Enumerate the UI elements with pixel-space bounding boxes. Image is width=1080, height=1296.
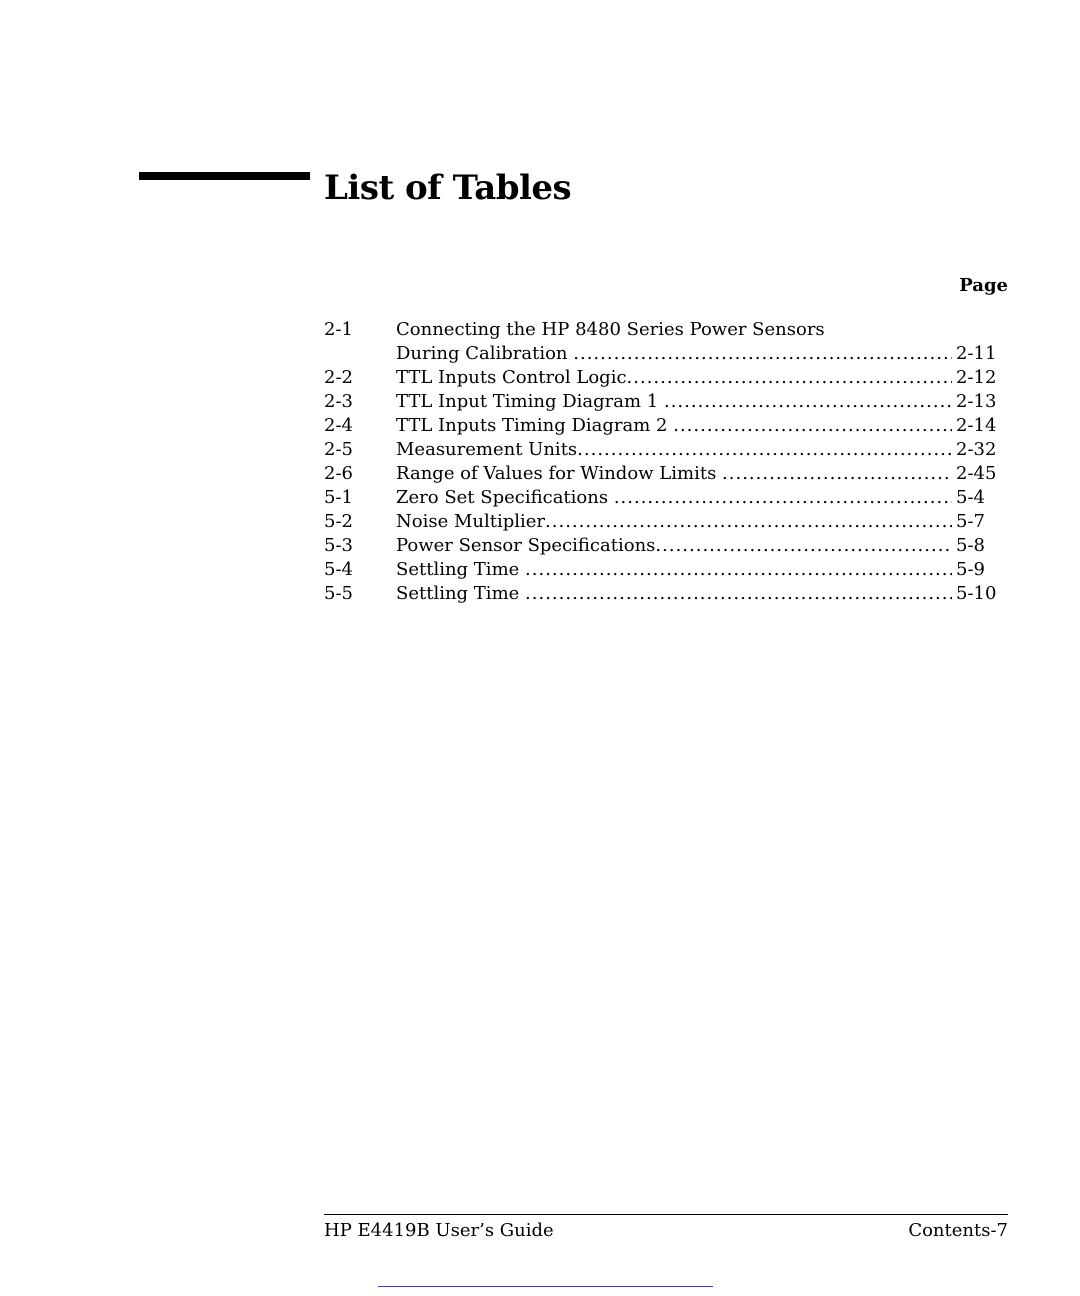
toc-entry-link[interactable] xyxy=(396,462,1004,486)
toc-entry-link[interactable] xyxy=(396,366,1004,390)
table-of-contents xyxy=(324,318,1004,606)
toc-row xyxy=(324,318,1004,342)
toc-number: 5-2 xyxy=(324,511,353,532)
footer-page-number: Contents-7 xyxy=(908,1220,1008,1241)
toc-entry-link[interactable] xyxy=(396,558,1004,582)
toc-number: 5-1 xyxy=(324,487,353,508)
toc-title: Range of Values for Window Limits xyxy=(396,463,717,484)
toc-page-number: 2-11 xyxy=(952,342,1004,366)
toc-page-number: 5-9 xyxy=(952,558,1004,582)
toc-entry-link[interactable] xyxy=(396,342,1004,366)
toc-page-number: 5-8 xyxy=(952,534,1004,558)
toc-number: 5-4 xyxy=(324,559,353,580)
toc-row xyxy=(324,582,1004,606)
toc-title: Settling Time xyxy=(396,583,520,604)
toc-number: 5-3 xyxy=(324,535,353,556)
toc-number: 5-5 xyxy=(324,583,353,604)
toc-entry-link[interactable] xyxy=(396,438,1004,462)
toc-row xyxy=(324,438,1004,462)
toc-entry-link[interactable] xyxy=(396,390,1004,414)
toc-number: 2-5 xyxy=(324,439,353,460)
toc-page-number: 5-4 xyxy=(952,486,1004,510)
toc-title: TTL Inputs Timing Diagram 2 xyxy=(396,415,668,436)
toc-number: 2-1 xyxy=(324,319,353,340)
footer-rule xyxy=(324,1214,1008,1215)
toc-page-number: 2-45 xyxy=(952,462,1004,486)
toc-page-number: 2-14 xyxy=(952,414,1004,438)
toc-title: During Calibration xyxy=(396,343,568,364)
heading-rule xyxy=(139,172,310,180)
toc-row xyxy=(324,486,1004,510)
toc-title: Power Sensor Specifications xyxy=(396,535,656,556)
toc-entry-link[interactable] xyxy=(396,534,1004,558)
page-title: List of Tables xyxy=(324,168,572,208)
toc-title: TTL Inputs Control Logic xyxy=(396,367,627,388)
toc-number: 2-3 xyxy=(324,391,353,412)
toc-row xyxy=(324,510,1004,534)
toc-title: Zero Set Specifications xyxy=(396,487,609,508)
toc-page-number: 2-12 xyxy=(952,366,1004,390)
page-column-label: Page xyxy=(959,275,1008,296)
toc-row xyxy=(324,366,1004,390)
toc-row xyxy=(324,558,1004,582)
toc-row xyxy=(324,390,1004,414)
toc-row xyxy=(324,414,1004,438)
toc-title: Settling Time xyxy=(396,559,520,580)
bottom-link-underline xyxy=(378,1286,713,1287)
toc-title: TTL Input Timing Diagram 1 xyxy=(396,391,659,412)
toc-row xyxy=(324,534,1004,558)
toc-number: 2-2 xyxy=(324,367,353,388)
toc-number: 2-6 xyxy=(324,463,353,484)
toc-entry-link[interactable] xyxy=(396,414,1004,438)
toc-row xyxy=(324,342,1004,366)
toc-page-number: 2-32 xyxy=(952,438,1004,462)
toc-page-number: 5-10 xyxy=(952,582,1004,606)
toc-entry-link[interactable] xyxy=(396,510,1004,534)
toc-title: Measurement Units xyxy=(396,439,578,460)
toc-title-line1: Connecting the HP 8480 Series Power Sensors xyxy=(396,319,825,340)
footer-guide-title: HP E4419B User’s Guide xyxy=(324,1220,554,1241)
toc-entry-link[interactable] xyxy=(396,486,1004,510)
toc-title: Noise Multiplier xyxy=(396,511,546,532)
toc-page-number: 2-13 xyxy=(952,390,1004,414)
toc-number: 2-4 xyxy=(324,415,353,436)
toc-page-number: 5-7 xyxy=(952,510,1004,534)
toc-entry-link[interactable] xyxy=(396,582,1004,606)
toc-row xyxy=(324,462,1004,486)
